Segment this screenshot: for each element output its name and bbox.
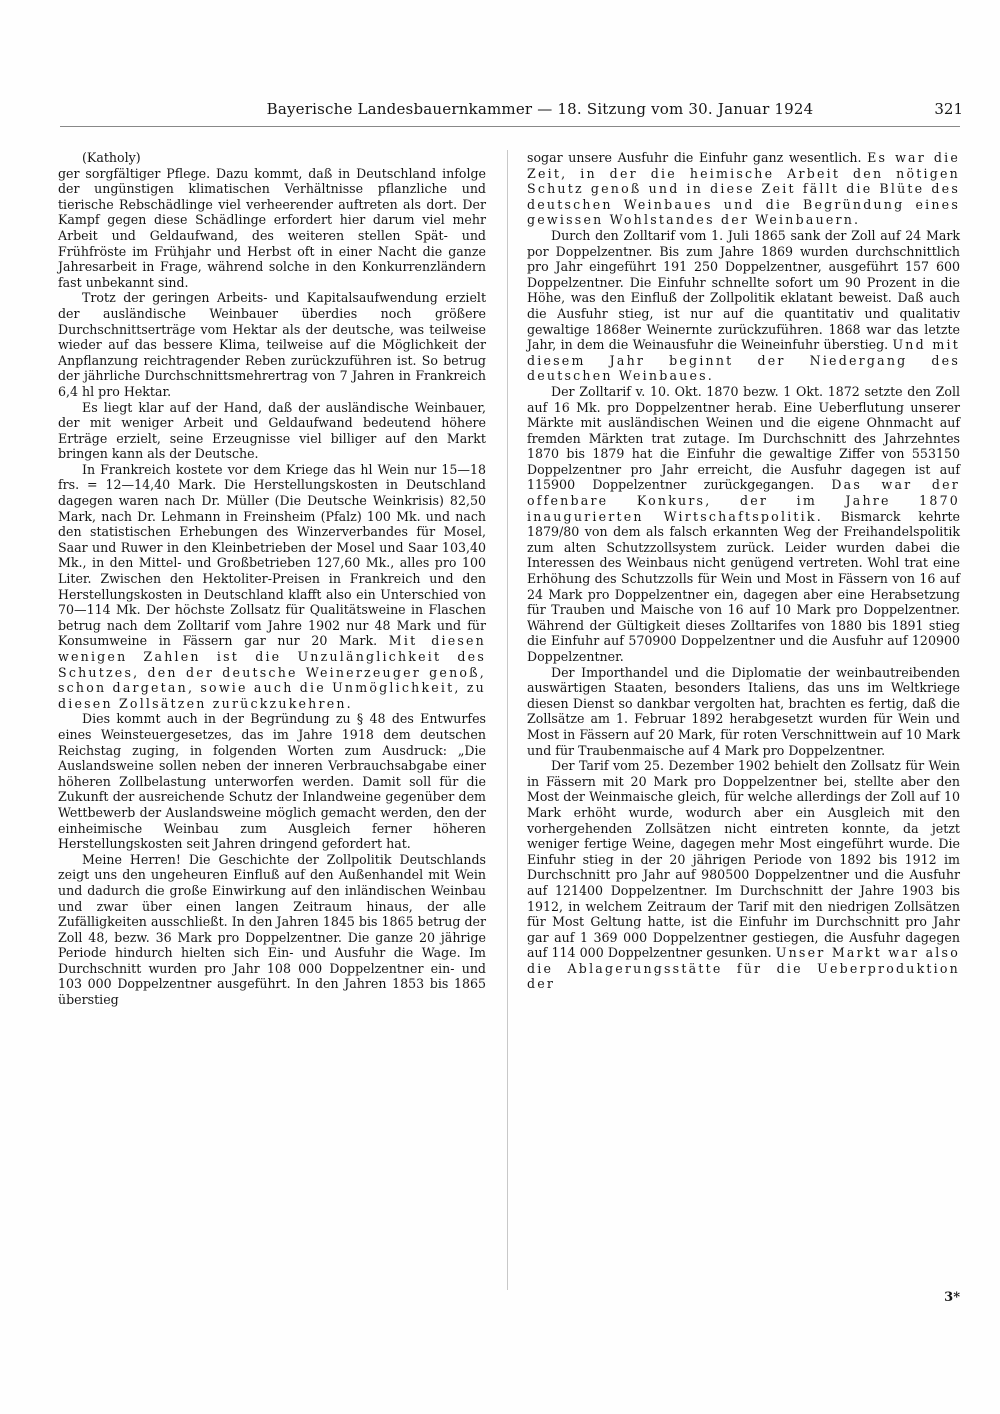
header-rule: [60, 126, 960, 127]
right-column: [527, 150, 960, 992]
paragraph-text: Bismarck kehrte 1879/80 von dem als falsch erkannten Weg der Freihandelspolitik zum alten Schutzzollsystem zurück. Leider wurden dabei die Interessen des Weinbaus nicht genügend vertreten. Wohl trat eine Erhöhung des Schutzzolls für Wein und Most in Fässern von 16 auf 24 Mark pro Doppelzentner ein, dagegen aber eine Herabsetzung für Trauben und Maische von 16 auf 10 Mark pro Doppelzentner. Während der Gültigkeit dieses Zolltarifes von 1880 bis 1891 stieg die Einfuhr auf 570900 Doppelzentner und die Ausfuhr auf 120900 Doppelzentner.: [527, 508, 960, 664]
column-divider: [507, 150, 508, 1290]
paragraph: Dies kommt auch in der Begründung zu § 48 des Entwurfes eines Weinsteuergesetzes, das im Jahre 1918 dem deutschen Reichstag zuging, in folgenden Worten zum Ausdruck: „Die Auslandsweine sollen neben der inneren Verbrauchsabgabe einer höheren Zollbelastung unterworfen werden. Damit soll für die Zukunft der ausreichende Schutz der Inlandweine gegenüber dem Wettbewerb der Auslandsweine möglich gemacht werden, den der einheimische Weinbau zum Ausgleich ferner höheren Herstellungskosten seit Jahren dringend gefordert hat.: [58, 711, 486, 852]
paragraph-text: sogar unsere Ausfuhr die Einfuhr ganz wesentlich.: [527, 150, 862, 165]
paragraph-text: In Frankreich kostete vor dem Kriege das hl Wein nur 15—18 frs. = 12—14,40 Mark. Die Herstellungskosten in Deutschland dagegen waren nach Dr. Müller (Die Deutsche Weinkrisis) 82,50 Mark, nach Dr. Lehmann in Freinsheim (Pfalz) 100 Mk. und nach den statistischen Erhebungen des Winzerverbandes für Mosel, Saar und Ruwer in den Kleinbetrieben der Mosel und Saar 103,40 Mk., in den Mittel- und Großbetrieben 127,60 Mk., alles pro 100 Liter. Zwischen den Hektoliter-Preisen in Frankreich und den Herstellungskosten in Deutschland klafft also ein Unterschied von 70—114 Mk. Der höchste Zollsatz für Qualitätsweine in Flaschen betrug nach dem Zolltarif vom Jahre 1902 nur 48 Mark und für Konsumweine in Fässern gar nur 20 Mark.: [58, 461, 486, 649]
speaker-name: (Katholy): [82, 150, 141, 165]
emphasized-text: Mit diesen wenigen Zahlen ist die Unzulänglichkeit des Schutzes, den der deutsche Weinerzeuger genoß, schon dargetan, sowie auch die Unmöglichkeit, zu diesen Zollsätzen zurückzukehren.: [58, 633, 486, 711]
paragraph: [527, 150, 960, 228]
left-column: [58, 150, 486, 1008]
emphasized-text: Unser Markt war also die Ablagerungsstätte für die Ueberproduktion der: [527, 945, 960, 992]
emphasized-text: Es war die Zeit, in der die heimische Arbeit den nötigen Schutz genoß und in diese Zeit fällt die Blüte des deutschen Weinbaues und die Begründung eines gewissen Wohlstandes der Weinbauern.: [527, 150, 960, 228]
paragraph: [527, 384, 960, 665]
paragraph: Der Importhandel und die Diplomatie der weinbautreibenden auswärtigen Staaten, besonders Italiens, das uns im Weltkriege diesen Dienst so dankbar vergolten hat, brachten es fertig, daß die Zollsätze am 1. Februar 1892 herabgesetzt wurden für Wein und Most in Fässern auf 20 Mark, für roten Verschnittwein auf 10 Mark und für Traubenmaische auf 4 Mark pro Doppelzentner.: [527, 664, 960, 758]
paragraph-text: Durch den Zolltarif vom 1. Juli 1865 sank der Zoll auf 24 Mark por Doppelzentner. Bis zum Jahre 1869 wurden durchschnittlich pro Jahr eingeführt 191 250 Doppelzentner, ausgeführt 157 600 Doppelzentner. Die Einfuhr schnellte sofort um 90 Prozent in die Höhe, was den Einfluß der Zollpolitik eklatant beweist. Daß auch die Ausfuhr stieg, ist nur auf die quantitativ und qualitativ gewaltige 1868er Weinernte zurückzuführen. 1868 war das letzte Jahr, in dem die Weinausfuhr die Weineinfuhr überstieg.: [527, 227, 960, 353]
paragraph: Es liegt klar auf der Hand, daß der ausländische Weinbauer, der mit weniger Arbeit und Geldaufwand bedeutend höhere Erträge erzielt, seine Erzeugnisse viel billiger auf den Markt bringen kann als der Deutsche.: [58, 399, 486, 462]
paragraph: Trotz der geringen Arbeits- und Kapitalsaufwendung erzielt der ausländische Weinbauer überdies noch größere Durchschnittserträge vom Hektar als der deutsche, was teilweise wieder auf das bessere Klima, teilweise auf die Möglichkeit der Anpflanzung reichtragender Reben zurückzuführen ist. So betrug der jährliche Durchschnittsmehrertrag von 7 Jahren in Frankreich 6,4 hl pro Hektar.: [58, 290, 486, 399]
paragraph-text: Der Tarif vom 25. Dezember 1902 behielt den Zollsatz für Wein in Fässern mit 20 Mark pro Doppelzentner bei, stellte aber den Most der Weinmaische gleich, für welche allerdings der Zoll auf 10 Mark erhöht wurde, wodurch aber ein Ausgleich mit den vorhergehenden Zollsätzen nicht eintreten konnte, da jetzt weniger fertige Weine, dagegen mehr Most eingeführt wurde. Die Einfuhr stieg in der 20 jährigen Periode von 1892 bis 1912 im Durchschnitt pro Jahr auf 980500 Doppelzentner und die Ausfuhr auf 121400 Doppelzentner. Im Durchschnitt der Jahre 1903 bis 1912, in welchem Zeitraum der Tarif mit den niedrigen Zollsätzen für Most Geltung hatte, ist die Einfuhr im Durchschnitt pro Jahr gar auf 1 369 000 Doppelzentner gestiegen, die Ausfuhr dagegen auf 114 000 Doppelzentner gesunken.: [527, 758, 960, 961]
paragraph: ger sorgfältiger Pflege. Dazu kommt, daß in Deutschland infolge der ungünstigen klimatischen Verhältnisse pflanzliche und tierische Rebschädlinge viel verheerender auftreten als dort. Der Kampf gegen diese Schädlinge erfordert hier darum viel mehr Arbeit und Geldaufwand, des weiteren stellen Spät- und Frühfröste im Frühjahr und Herbst oft in einer Nacht die ganze Jahresarbeit in Frage, während solche in den Konkurrenzländern fast unbekannt sind.: [58, 165, 486, 290]
running-title: Bayerische Landesbauernkammer — 18. Sitzung vom 30. Januar 1924: [266, 100, 814, 118]
emphasized-text: Das war der offenbare Konkurs, der im Jahre 1870 inaugurierten Wirtschaftspolitik.: [527, 477, 960, 524]
signature-mark: 3*: [944, 1290, 960, 1305]
paragraph: [527, 228, 960, 384]
paragraph: Meine Herren! Die Geschichte der Zollpolitik Deutschlands zeigt uns den ungeheuren Einfluß auf den Außenhandel mit Wein und dadurch die große Einwirkung auf den inländischen Weinbau und zwar über einen langen Zeitraum hinaus, der alle Zufälligkeiten ausschließt. In den Jahren 1845 bis 1865 betrug der Zoll 48, bezw. 36 Mark pro Doppelzentner. Die ganze 20 jährige Periode hindurch hielten sich Ein- und Ausfuhr die Wage. Im Durchschnitt wurden pro Jahr 108 000 Doppelzentner ein- und 103 000 Doppelzentner ausgeführt. In den Jahren 1853 bis 1865 überstieg: [58, 851, 486, 1008]
paragraph: [58, 462, 486, 712]
page-number: 321: [934, 100, 963, 118]
paragraph-text: Der Zolltarif v. 10. Okt. 1870 bezw. 1 Okt. 1872 setzte den Zoll auf 16 Mk. pro Doppelzentner herab. Eine Ueberflutung unserer Märkte mit ausländischen Weinen und die eigene Ohnmacht auf fremden Märkten trat zutage. Im Durchschnitt des Jahrzehntes 1870 bis 1879 hat die Einfuhr die gewaltige Ziffer von 553150 Doppelzentner pro Jahr erreicht, die Ausfuhr dagegen ist auf 115900 Doppelzentner zurückgegangen.: [527, 383, 960, 493]
emphasized-text: Und mit diesem Jahr beginnt der Niedergang des deutschen Weinbaues.: [527, 337, 960, 384]
paragraph: [527, 758, 960, 992]
